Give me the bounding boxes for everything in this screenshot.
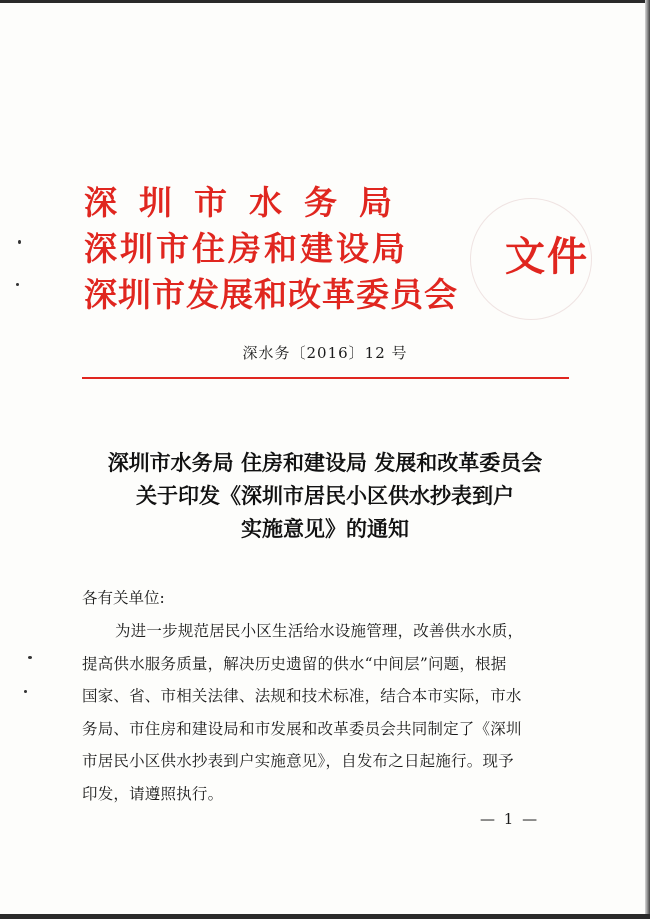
paragraph-line: 为进一步规范居民小区生活给水设施管理，改善供水水质， — [115, 622, 524, 640]
notice-title — [0, 446, 650, 545]
page-number: — 1 — — [480, 810, 540, 828]
scan-edge-top — [0, 0, 650, 3]
scan-speck — [24, 690, 27, 693]
document-number: 深水务〔2016〕12 号 — [242, 344, 408, 362]
paragraph-line: 务局、市住房和建设局和市发展和改革委员会共同制定了《深圳 — [82, 719, 522, 738]
paragraph-line: 市居民小区供水抄表到户实施意见》，自发布之日起施行。现予 — [82, 752, 514, 771]
red-divider-line — [82, 377, 569, 379]
scan-speck — [28, 656, 32, 659]
scan-speck — [16, 283, 19, 286]
scan-edge-bottom — [0, 914, 650, 919]
scan-speck — [18, 240, 21, 244]
salutation: 各有关单位: — [82, 589, 165, 607]
issuer-line-1: 深圳市水务局 — [84, 183, 414, 222]
title-line-1: 深圳市水务局 住房和建设局 发展和改革委员会 — [107, 450, 543, 475]
title-line-2: 关于印发《深圳市居民小区供水抄表到户 — [136, 483, 514, 508]
title-line-3: 实施意见》的通知 — [241, 516, 409, 541]
issuer-line-2: 深圳市住房和建设局 — [84, 229, 408, 268]
issuer-line-3: 深圳市发展和改革委员会 — [84, 275, 458, 314]
document-label: 文件 — [505, 233, 589, 280]
paragraph-line: 提高供水服务质量，解决历史遗留的供水“中间层”问题，根据 — [82, 654, 507, 673]
notice-body — [82, 582, 574, 811]
paragraph-line: 印发，请遵照执行。 — [82, 784, 224, 803]
issuing-agencies — [84, 180, 458, 318]
paragraph-line: 国家、省、市相关法律、法规和技术标准，结合本市实际，市水 — [82, 687, 522, 706]
